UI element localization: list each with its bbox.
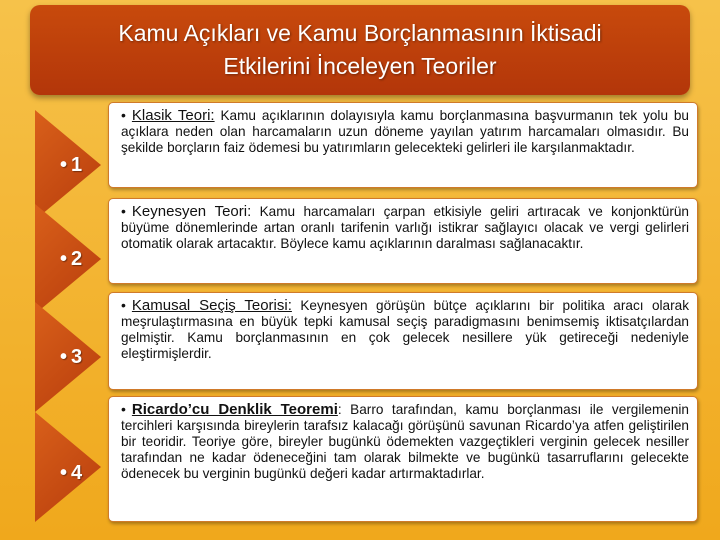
item-number-4: 4 (71, 461, 83, 484)
theory-text-1: Kamu açıklarının dolayısıyla kamu borçlanmasına başvurmanın tek yolu bu açıklara neden olan harcamaların uzun döneme yayılan yatırım harcamaları olmasıdır. Bu şekilde borçların faiz ödemesi bu yatırımların gelecekteki gelirleri ile karşılanmaktadır. (121, 108, 689, 155)
theory-text-2: Kamu harcamaları çarpan etkisiyle geliri artıracak ve konjonktürün büyüme dönemlerinde artan oranlı tarifenin varlığı istikrar sağlayıcı olacak ve vergi gelirleri otomatik olarak artacaktır. Böylece kamu açıklarının daralması sağlanacaktır. (121, 204, 689, 251)
bullet-glyph: • (121, 297, 126, 313)
item-number-3: 3 (71, 345, 83, 368)
theory-card-2 (108, 198, 698, 284)
bullet-glyph: • (60, 153, 68, 176)
bullet-glyph: • (121, 401, 126, 417)
theory-text-4: : Barro tarafından, kamu borçlanması ile vergilemenin tercihleri karşısında bireylerin tarafsız kalacağı görüşünü savunan Ricardo’ya atfen geliştirilen bir teoridir. Teoriye göre, bireyler bugünkü ödemekten vazgeçtikleri verginin gelecek nesiller tarafından ne kadar ödeneceğini tam olarak bilmekte ve bugünkü tasarruflarını gelecekte ödenecek bu verginin bugünkü değeri kadar artırmaktadırlar. (121, 402, 689, 481)
theory-term-1: Klasik Teori: (131, 107, 215, 124)
theory-term-2: Keynesyen Teori: (131, 203, 252, 220)
chevron-label-2 (60, 244, 82, 274)
title-box (30, 5, 690, 95)
theory-card-4 (108, 396, 698, 522)
slide-title: Kamu Açıkları ve Kamu Borçlanmasının İktisadi Etkilerini İnceleyen Teoriler (118, 20, 602, 79)
item-number-2: 2 (71, 247, 83, 270)
bullet-glyph: • (60, 461, 68, 484)
bullet-glyph: • (60, 345, 68, 368)
bullet-glyph: • (121, 203, 126, 219)
item-number-1: 1 (71, 153, 83, 176)
chevron-label-1 (60, 150, 82, 180)
theory-term-4: Ricardo’cu Denklik Teoremi (131, 401, 338, 418)
theory-term-3: Kamusal Seçiş Teorisi: (131, 297, 292, 314)
theory-card-1 (108, 102, 698, 188)
chevron-label-3 (60, 342, 82, 372)
chevron-label-4 (60, 458, 82, 488)
bullet-glyph: • (121, 107, 126, 123)
bullet-glyph: • (60, 247, 68, 270)
theory-text-3: Keynesyen görüşün bütçe açıklarını bir politika aracı olarak meşrulaştırmasına en büyük tepki kamusal seçiş paradigmasını benimsemiş iktisatçılardan gelmiştir. Kamu borçlanmasının en çok gelecek nesillere yük getireceği nedeniyle eleştirmişlerdir. (121, 298, 689, 361)
theory-card-3 (108, 292, 698, 390)
